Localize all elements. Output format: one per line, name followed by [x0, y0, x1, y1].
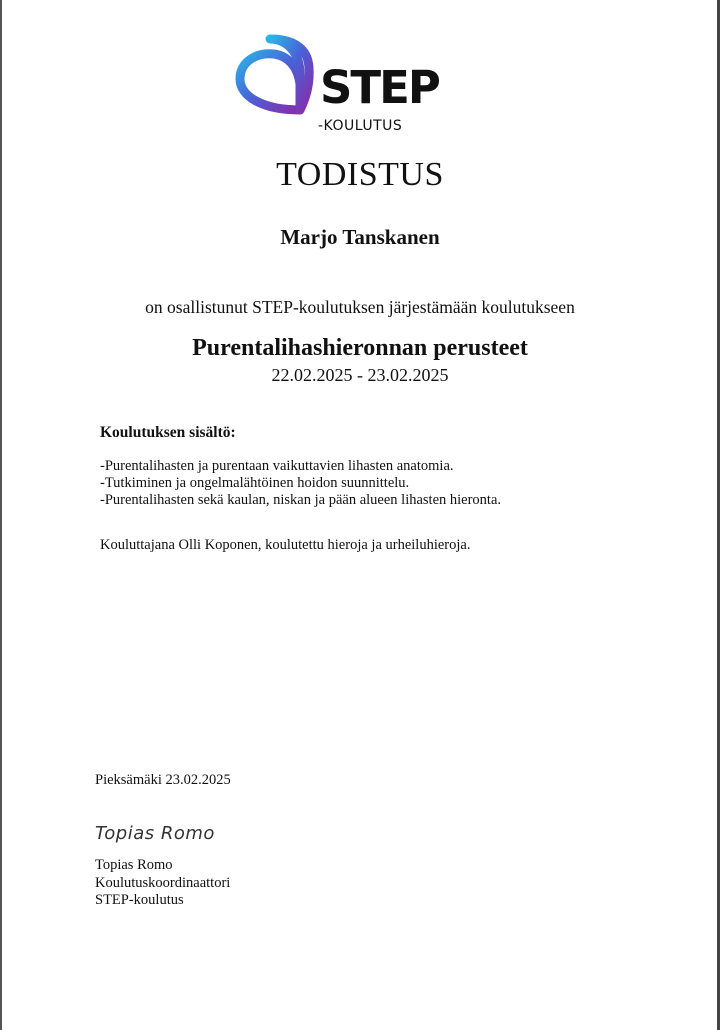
- content-item: -Purentalihasten sekä kaulan, niskan ja pään alueen lihasten hieronta.: [100, 492, 502, 508]
- recipient-name: Marjo Tanskanen: [280, 225, 440, 249]
- content-item: -Tutkiminen ja ongelmalähtöinen hoidon suunnittelu.: [100, 475, 410, 491]
- place-and-date: Pieksämäki 23.02.2025: [95, 772, 231, 788]
- signer-title: Koulutuskoordinaattori: [95, 874, 231, 891]
- content-heading: Koulutuksen sisältö:: [100, 424, 236, 441]
- signer-name: Topias Romo: [95, 857, 173, 873]
- trainer-statement: Kouluttajana Olli Koponen, koulutettu hieroja ja urheiluhieroja.: [100, 537, 471, 553]
- course-dates: 22.02.2025 - 23.02.2025: [271, 365, 449, 385]
- signer-block: [95, 857, 230, 910]
- content-item: -Purentalihasten ja purentaan vaikuttavien lihasten anatomia.: [100, 458, 454, 474]
- certificate-title: TODISTUS: [276, 156, 444, 193]
- logo-subline: -KOULUTUS: [318, 118, 403, 134]
- logo-wordmark: STEP: [320, 61, 439, 114]
- signer-organization: STEP-koulutus: [95, 892, 184, 908]
- participation-statement: on osallistunut STEP-koulutuksen järjestämään koulutukseen: [145, 297, 575, 317]
- course-name: Purentalihashieronnan perusteet: [192, 335, 528, 361]
- content-list: [100, 458, 501, 509]
- signature: Topias Romo: [95, 823, 215, 844]
- step-logo: [232, 34, 442, 138]
